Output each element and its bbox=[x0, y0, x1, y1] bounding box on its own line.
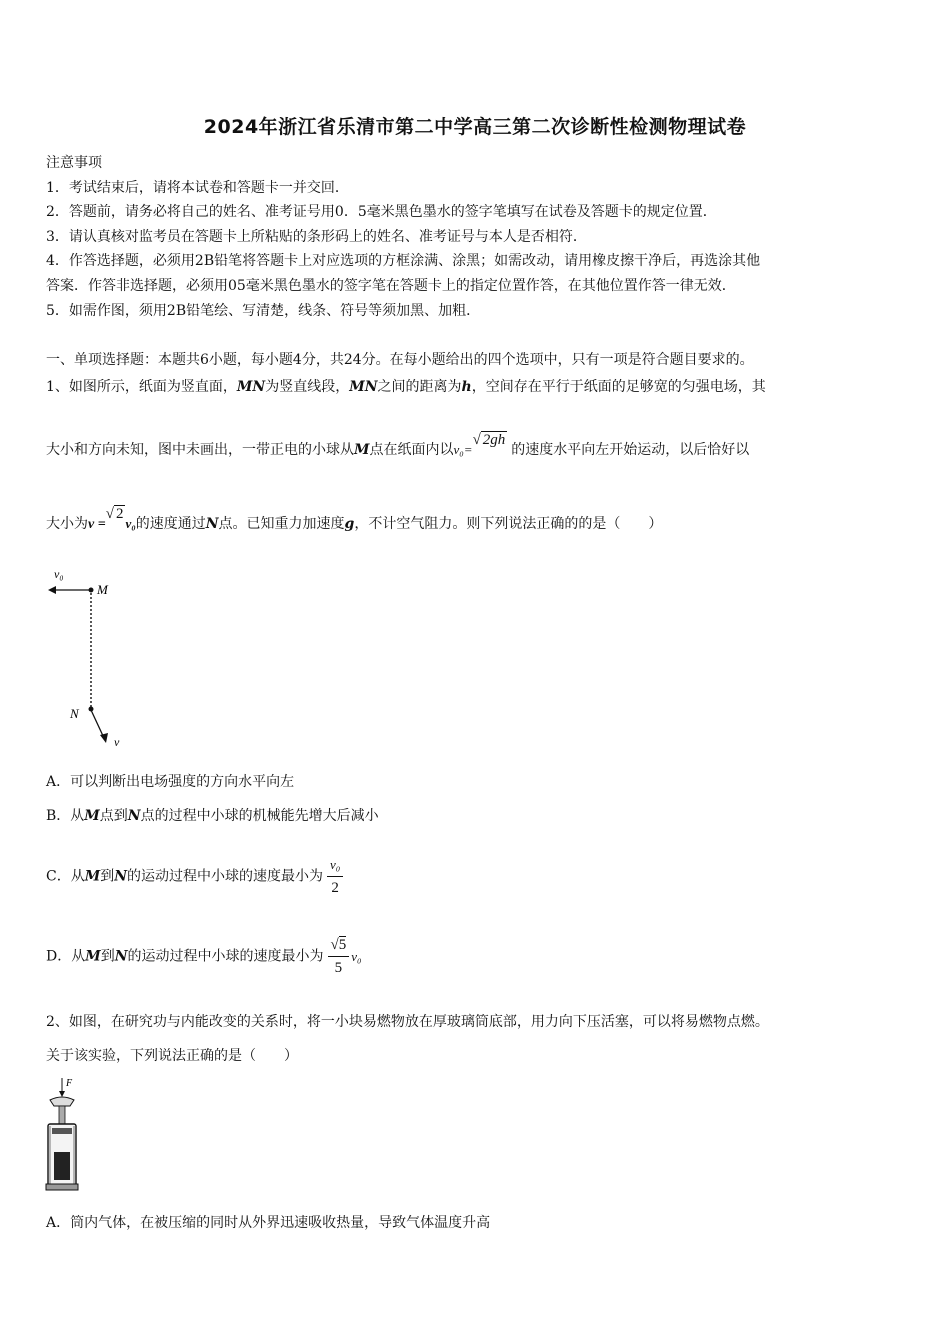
q1-text: 之间的距离为 bbox=[377, 379, 462, 395]
q1-text: 点。已知重力加速度 bbox=[218, 516, 345, 532]
opt-v0: v₀ bbox=[351, 948, 362, 964]
q1-h: h bbox=[461, 379, 472, 395]
q1-option-b bbox=[46, 806, 379, 826]
sqrt-radicand: 5 bbox=[338, 937, 347, 953]
q1-text: ，不计空气阻力。则下列说法正确的的是（ ） bbox=[354, 516, 663, 532]
fig-v0-label: v₀ bbox=[54, 567, 64, 581]
fig-force-arrowhead bbox=[59, 1091, 65, 1097]
fig-compressed-gas bbox=[54, 1152, 70, 1180]
opt-m: M bbox=[84, 868, 101, 885]
fig-v-label: v bbox=[114, 735, 120, 749]
fig-v0-arrowhead bbox=[48, 586, 56, 594]
q2-line-1: 2、如图，在研究功与内能改变的关系时，将一小块易燃物放在厚玻璃筒底部，用力向下压活塞，可以将易燃物点燃。 bbox=[46, 1014, 769, 1030]
frac-numerator: √5 bbox=[328, 934, 350, 957]
fig-f-label: F bbox=[66, 1078, 73, 1089]
opt-n: N bbox=[127, 808, 141, 824]
q1-v0: v₀ bbox=[125, 516, 136, 531]
sqrt-2gh: √ 2gh bbox=[472, 432, 506, 448]
q1-mn: MN bbox=[236, 379, 266, 395]
sqrt-radicand: 2gh bbox=[482, 432, 506, 448]
sqrt-radicand: 2 bbox=[115, 506, 124, 522]
q2-line-2: 关于该实验，下列说法正确的是（ ） bbox=[46, 1048, 298, 1064]
fraction-v0-over-2 bbox=[327, 854, 343, 899]
notice-item-5: 5．如需作图，须用2B铅笔绘、写清楚，线条、符号等须加黑、加粗． bbox=[46, 303, 481, 319]
sqrt-2: √ 2 bbox=[105, 506, 124, 522]
page-title: 2024年浙江省乐清市第二中学高三第二次诊断性检测物理试卷 bbox=[203, 116, 747, 138]
opt-text: 的运动过程中小球的速度最小为 bbox=[127, 948, 324, 965]
opt-text: B．从 bbox=[46, 808, 85, 824]
notice-item-3: 3．请认真核对监考员在答题卡上所粘贴的条形码上的姓名、准考证号与本人是否相符． bbox=[46, 229, 587, 245]
opt-m: M bbox=[84, 808, 100, 824]
opt-m: M bbox=[85, 948, 101, 965]
q1-line-3 bbox=[46, 506, 663, 535]
fraction-sqrt5-over-5 bbox=[328, 934, 350, 979]
frac-denominator: 2 bbox=[331, 880, 339, 896]
q2-option-a: A．筒内气体，在被压缩的同时从外界迅速吸收热量，导致气体温度升高 bbox=[46, 1215, 491, 1231]
fig-v-arrowhead bbox=[100, 733, 108, 743]
q1-text: 大小和方向未知，图中未画出，一带正电的小球从 bbox=[46, 442, 354, 458]
fig-tube-base bbox=[46, 1184, 78, 1190]
fig-v-arrow bbox=[91, 710, 104, 738]
opt-text: 点的过程中小球的机械能先增大后减小 bbox=[140, 808, 379, 824]
q1-v0-eq: v₀= bbox=[453, 442, 473, 457]
notice-item-4: 4．作答选择题，必须用2B铅笔将答题卡上对应选项的方框涂满、涂黑；如需改动，请用橡皮擦干净后，再选涂其他 bbox=[46, 253, 761, 269]
q1-g: g bbox=[344, 516, 355, 532]
q1-line-2 bbox=[46, 432, 750, 460]
notice-item-1: 1．考试结束后，请将本试卷和答题卡一并交回． bbox=[46, 180, 349, 196]
opt-n: N bbox=[114, 868, 128, 885]
fig-piston-handle bbox=[50, 1097, 74, 1106]
q1-n: N bbox=[205, 516, 219, 532]
q1-line-1 bbox=[46, 377, 766, 397]
q1-text: 的速度水平向左开始运动，以后恰好以 bbox=[511, 442, 750, 458]
q1-text: 的速度通过 bbox=[135, 516, 206, 532]
opt-text: 点到 bbox=[99, 808, 128, 824]
notice-item-4-cont: 答案．作答非选择题，必须用05毫米黑色墨水的签字笔在答题卡上的指定位置作答，在其他位置作答一律无效． bbox=[46, 278, 736, 294]
q1-option-d bbox=[46, 934, 362, 979]
q1-text: 1、如图所示，纸面为竖直面， bbox=[46, 379, 237, 395]
q1-m: M bbox=[354, 442, 370, 458]
q1-text: 为竖直线段， bbox=[265, 379, 350, 395]
opt-text: D．从 bbox=[46, 948, 86, 965]
notice-heading: 注意事项 bbox=[46, 155, 102, 171]
fig-n-label: N bbox=[70, 706, 79, 721]
q1-option-c bbox=[46, 854, 343, 899]
q2-figure-glass-cylinder bbox=[40, 1076, 90, 1194]
section-heading: 一、单项选择题：本题共6小题，每小题4分，共24分。在每小题给出的四个选项中，只有一项是符合题目要求的。 bbox=[46, 352, 754, 368]
fig-piston-head bbox=[52, 1128, 72, 1134]
fig-point-m bbox=[89, 588, 94, 593]
opt-text: 到 bbox=[100, 948, 115, 965]
opt-text: 的运动过程中小球的速度最小为 bbox=[127, 868, 324, 885]
q1-figure bbox=[40, 560, 150, 755]
frac-denominator: 5 bbox=[334, 960, 343, 976]
fig-m-label: M bbox=[97, 582, 108, 597]
q1-option-a: A．可以判断出电场强度的方向水平向左 bbox=[46, 774, 295, 790]
q1-mn: MN bbox=[349, 379, 378, 395]
frac-numerator: v₀ bbox=[327, 854, 343, 877]
q1-text: 大小为 bbox=[46, 516, 88, 532]
opt-n: N bbox=[114, 948, 128, 965]
opt-text: 到 bbox=[100, 868, 115, 885]
opt-text: C．从 bbox=[46, 868, 85, 885]
notice-item-2: 2．答题前，请务必将自己的姓名、准考证号用0．5毫米黑色墨水的签字笔填写在试卷及答题卡的规定位置． bbox=[46, 204, 717, 220]
q1-text: 点在纸面内以 bbox=[369, 442, 454, 458]
q1-v-eq: v = bbox=[88, 517, 106, 532]
q1-text: ，空间存在平行于纸面的足够宽的匀强电场，其 bbox=[471, 379, 766, 395]
